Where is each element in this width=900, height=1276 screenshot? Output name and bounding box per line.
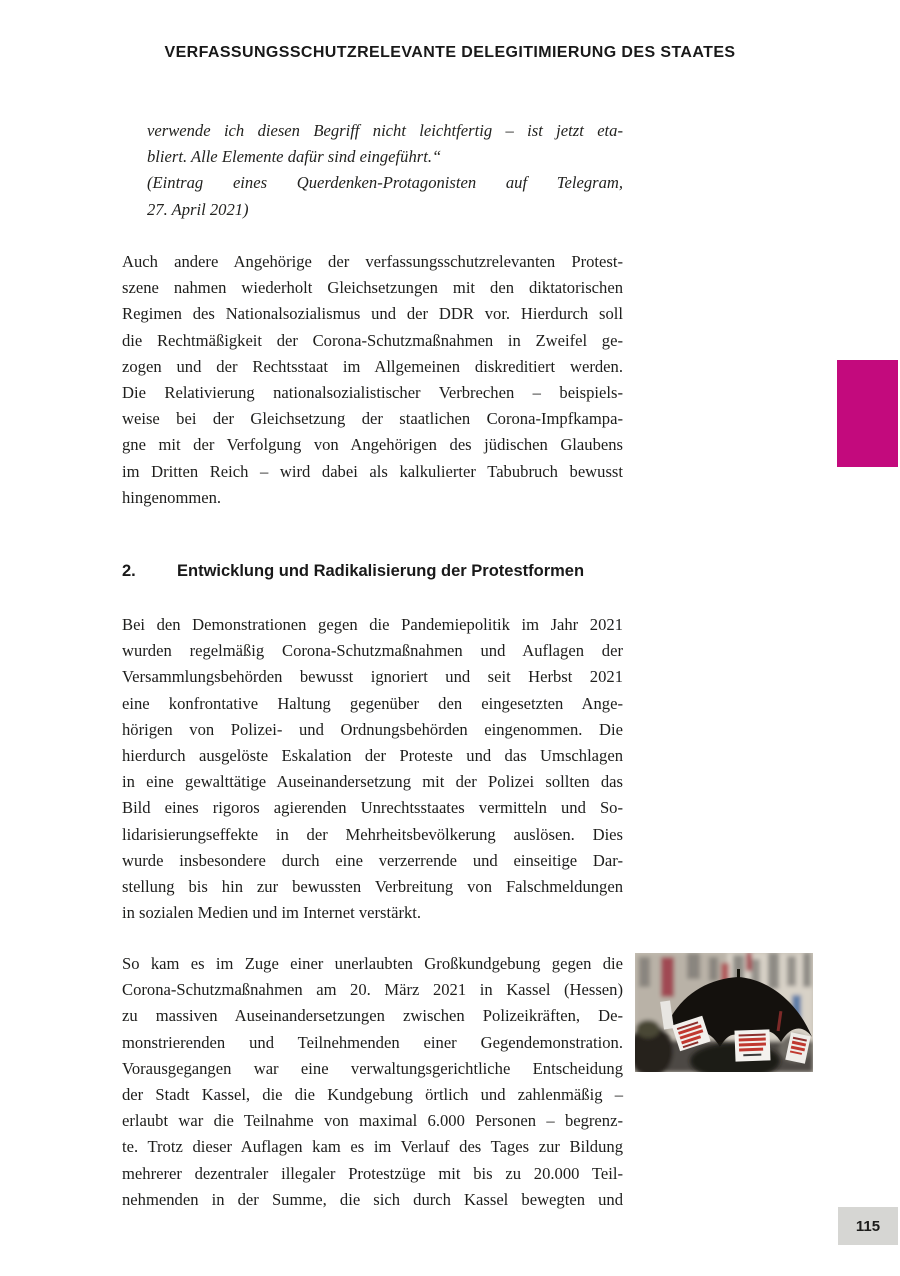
text-line: verwende ich diesen Begriff nicht leichtfertig – ist jetzt eta- bbox=[147, 121, 623, 140]
running-header: VERFASSUNGSSCHUTZRELEVANTE DELEGITIMIERUNG DES STAATES bbox=[164, 44, 736, 61]
text-line: Regimen des Nationalsozialismus und der DDR vor. Hierdurch soll bbox=[122, 304, 623, 324]
text-line: Bild eines rigoros agierenden Unrechtsstaates vermitteln und So- bbox=[122, 798, 623, 818]
text-line: in sozialen Medien und im Internet verstärkt. bbox=[122, 903, 422, 923]
text-line: monstrierenden und Teilnehmenden einer Gegendemonstration. bbox=[122, 1032, 623, 1052]
text-line: die Rechtmäßigkeit der Corona-Schutzmaßnahmen in Zweifel ge- bbox=[122, 330, 623, 350]
text-line: gne mit der Verfolgung von Angehörigen des jüdischen Glaubens bbox=[122, 435, 623, 455]
text-line: erlaubt war die Teilnahme von maximal 6.000 Personen – begrenz- bbox=[122, 1111, 623, 1131]
text-line: Vorausgegangen war eine verwaltungsgerichtliche Entscheidung bbox=[122, 1058, 623, 1078]
text-line: wurde insbesondere durch eine verzerrende und einseitige Dar- bbox=[122, 850, 623, 870]
section-title: Entwicklung und Radikalisierung der Protestformen bbox=[177, 562, 585, 580]
text-line: Auch andere Angehörige der verfassungsschutzrelevanten Protest- bbox=[122, 252, 623, 271]
chapter-accent-marker bbox=[837, 360, 898, 467]
text-line: 27. April 2021) bbox=[147, 199, 249, 219]
text-line: eine konfrontative Haltung gegenüber den eingesetzten Ange- bbox=[122, 693, 623, 713]
text-line: hörigen von Polizei- und Ordnungsbehörden eingenommen. Die bbox=[122, 719, 623, 739]
text-line: lidarisierungseffekte in der Mehrheitsbevölkerung auslösen. Dies bbox=[122, 824, 623, 844]
text-line: bliert. Alle Elemente dafür sind eingeführt.“ bbox=[147, 147, 442, 167]
body-paragraph-1 bbox=[122, 249, 623, 511]
text-line: wurden regelmäßig Corona-Schutzmaßnahmen und Auflagen der bbox=[122, 641, 623, 661]
text-line: (Eintrag eines Querdenken-Protagonisten auf Telegram, bbox=[147, 173, 623, 193]
text-line: zu massiven Auseinandersetzungen zwischen Polizeikräften, De- bbox=[122, 1006, 623, 1026]
text-line: Die Relativierung nationalsozialistischer Verbrechen – beispiels- bbox=[122, 383, 623, 403]
text-line: zogen und der Rechtsstaat im Allgemeinen diskreditiert werden. bbox=[122, 356, 623, 376]
body-paragraph-2 bbox=[122, 612, 623, 926]
text-line: szene nahmen wiederholt Gleichsetzungen mit den diktatorischen bbox=[122, 278, 623, 298]
text-line: te. Trotz dieser Auflagen kam es im Verlauf des Tages zur Bildung bbox=[122, 1137, 623, 1157]
text-line: im Dritten Reich – wird dabei als kalkulierter Tabubruch bewusst bbox=[122, 461, 623, 481]
text-line: mehrerer dezentraler illegaler Protestzüge mit bis zu 20.000 Teil- bbox=[122, 1163, 623, 1183]
page-number-badge bbox=[838, 1207, 898, 1245]
text-line: Corona-Schutzmaßnahmen am 20. März 2021 in Kassel (Hessen) bbox=[122, 980, 623, 1000]
section-heading bbox=[122, 562, 623, 581]
text-line: weise bei der Gleichsetzung der staatlichen Corona-Impfkampa- bbox=[122, 409, 623, 429]
section-number: 2. bbox=[122, 562, 136, 580]
quote-block bbox=[147, 118, 623, 223]
text-line: hingenommen. bbox=[122, 487, 222, 507]
text-line: in eine gewalttätige Auseinandersetzung mit der Polizei sollten das bbox=[122, 772, 623, 792]
page-number: 115 bbox=[855, 1217, 881, 1235]
quote-attribution bbox=[147, 170, 623, 222]
protest-umbrella-photo bbox=[635, 953, 813, 1072]
text-line: Bei den Demonstrationen gegen die Pandemiepolitik im Jahr 2021 bbox=[122, 615, 623, 634]
text-line: So kam es im Zuge einer unerlaubten Großkundgebung gegen die bbox=[122, 954, 623, 973]
text-line: der Stadt Kassel, die die Kundgebung örtlich und zahlenmäßig – bbox=[122, 1085, 623, 1105]
text-line: stellung bis hin zur bewussten Verbreitung von Falschmeldungen bbox=[122, 877, 623, 897]
text-line: hierdurch ausgelöste Eskalation der Proteste und das Umschlagen bbox=[122, 746, 623, 766]
text-line: Versammlungsbehörden bewusst ignoriert und seit Herbst 2021 bbox=[122, 667, 623, 687]
body-paragraph-3 bbox=[122, 951, 623, 1213]
text-line: nehmenden in der Summe, die sich durch Kassel bewegten und bbox=[122, 1189, 623, 1209]
quote-text bbox=[147, 118, 623, 170]
protest-photo-illustration bbox=[635, 953, 813, 1072]
